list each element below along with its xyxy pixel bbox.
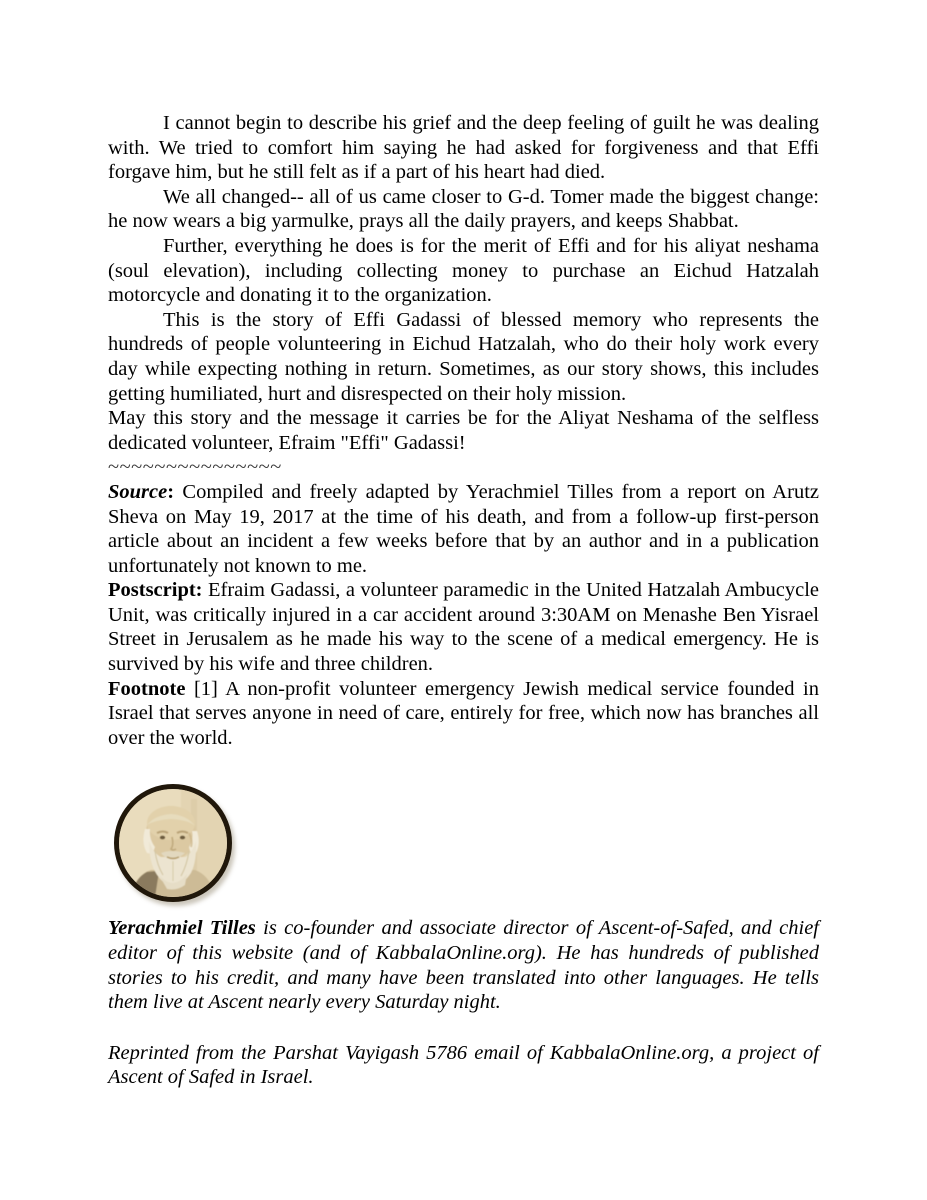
portrait-photo-row (114, 784, 819, 902)
postscript-text: Efraim Gadassi, a volunteer paramedic in the United Hatzalah Ambucycle Unit, was critically injured in a car accident around 3:30AM on Menashe Ben Yisrael Street in Jerusalem as he made his way to the scene of a medical emergency. He is survived by his wife and three children. (108, 579, 819, 676)
source-label: Source (108, 480, 168, 503)
source-colon: : (167, 480, 175, 503)
story-paragraph-1: I cannot begin to describe his grief and the deep feeling of guilt he was dealing with. We tried to comfort him saying he had asked for forgiveness and that Effi forgave him, but he still felt as if a part of his heart had died. (108, 112, 819, 184)
portrait-photo (114, 784, 232, 902)
bio-paragraph (108, 916, 819, 1014)
story-paragraph-5: May this story and the message it carries be for the Aliyat Neshama of the selfless dedicated volunteer, Efraim "Effi" Gadassi! (108, 407, 819, 454)
postscript-label: Postscript: (108, 579, 203, 602)
story-paragraph-4: This is the story of Effi Gadassi of blessed memory who represents the hundreds of people volunteering in Eichud Hatzalah, who do their holy work every day while expecting nothing in return. Sometimes, as our story shows, this includes getting humiliated, hurt and disrespected on their holy mission. (108, 308, 819, 405)
section-separator: ~~~~~~~~~~~~~~~ (108, 456, 282, 479)
footnote-label: Footnote (108, 677, 186, 700)
footnote-text: [1] A non-profit volunteer emergency Jewish medical service founded in Israel that serves anyone in need of care, entirely for free, which now has branches all over the world. (108, 677, 819, 749)
bio-text: is co-founder and associate director of Ascent-of-Safed, and chief editor of this website (and of KabbalaOnline.org). He has hundreds of published stories to his credit, and many have been translated into other languages. He tells them live at Ascent nearly every Saturday night. (108, 917, 819, 1014)
story-paragraph-3: Further, everything he does is for the merit of Effi and for his aliyat neshama (soul elevation), including collecting money to purchase an Eichud Hatzalah motorcycle and donating it to the organization. (108, 234, 819, 307)
source-paragraph (108, 480, 819, 578)
footnote-paragraph (108, 677, 819, 751)
story-paragraph-2: We all changed-- all of us came closer to G-d. Tomer made the biggest change: he now wears a big yarmulke, prays all the daily prayers, and keeps Shabbat. (108, 185, 819, 233)
document-content (108, 111, 819, 1090)
reprint-paragraph: Reprinted from the Parshat Vayigash 5786 email of KabbalaOnline.org, a project of Ascent of Safed in Israel. (108, 1041, 819, 1089)
portrait-photo-art (119, 789, 227, 897)
bio-name: Yerachmiel Tilles (108, 917, 256, 940)
postscript-paragraph (108, 578, 819, 676)
source-text: Compiled and freely adapted by Yerachmiel Tilles from a report on Arutz Sheva on May 19, 2017 at the time of his death, and from a follow-up first-person article about an incident a few weeks before that by an author and in a publication unfortunately not known to me. (108, 480, 819, 577)
